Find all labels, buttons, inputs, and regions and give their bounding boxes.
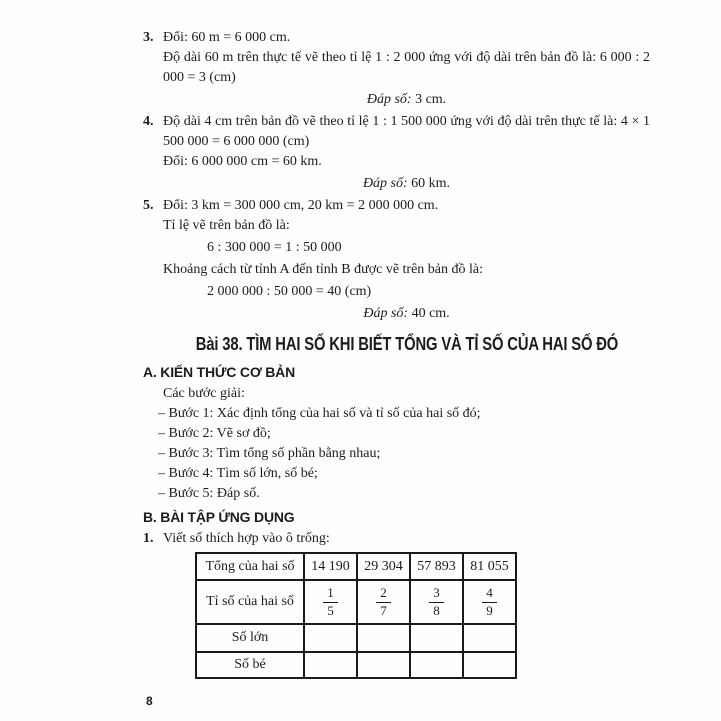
page-content xyxy=(143,28,650,679)
blank-cell xyxy=(410,652,463,678)
row-label-sum: Tổng của hai số xyxy=(196,553,304,580)
solution-paragraph: Độ dài 4 cm trên bản đồ vẽ theo tỉ lệ 1 : 1 500 000 ứng với độ dài trên thực tế là: 4 × 1 500 000 = 6 000 000 (cm) xyxy=(163,114,650,149)
fraction: $\frac{3}{8}$ xyxy=(429,586,444,619)
table-row-sums xyxy=(196,553,516,580)
page-number: 8 xyxy=(146,694,153,708)
answer-value: 3 cm. xyxy=(415,92,447,107)
equation: 2 000 000 : 50 000 = 40 (cm) xyxy=(207,284,372,299)
exercise-prompt-text: Viết số thích hợp vào ô trống: xyxy=(163,531,330,546)
table-row-smaller-number xyxy=(196,652,516,678)
solution-item-4 xyxy=(143,112,650,194)
fraction: $\frac{1}{5}$ xyxy=(323,586,338,619)
item-number: 4. xyxy=(143,114,154,129)
answer-line xyxy=(163,304,650,324)
fraction: $\frac{2}{7}$ xyxy=(376,586,391,619)
sum-cell: 29 304 xyxy=(357,553,410,580)
step-item-5: – Bước 5: Đáp số. xyxy=(158,486,260,501)
sum-cell: 14 190 xyxy=(304,553,357,580)
row-label-ratio: Tỉ số của hai số xyxy=(196,580,304,624)
blank-cell xyxy=(304,624,357,652)
steps-intro: Các bước giải: xyxy=(163,386,245,401)
solution-line: Đổi: 3 km = 300 000 cm, 20 km = 2 000 000 cm. xyxy=(163,198,439,213)
ratio-cell xyxy=(304,580,357,624)
answer-label: Đáp số: xyxy=(366,92,412,107)
solution-line: Đổi: 60 m = 6 000 cm. xyxy=(163,30,291,45)
sum-cell: 57 893 xyxy=(410,553,463,580)
solution-item-3 xyxy=(143,28,650,110)
step-item-2: – Bước 2: Vẽ sơ đồ; xyxy=(158,426,271,441)
blank-cell xyxy=(357,624,410,652)
ratio-cell xyxy=(463,580,516,624)
solution-item-5 xyxy=(143,196,650,324)
blank-cell xyxy=(410,624,463,652)
solution-paragraph: Độ dài 60 m trên thực tế vẽ theo tỉ lệ 1 : 2 000 ứng với độ dài trên bản đồ là: 6 000 : 2 000 = 3 (cm) xyxy=(163,50,650,85)
blank-cell xyxy=(463,652,516,678)
sum-cell: 81 055 xyxy=(463,553,516,580)
step-item-1: – Bước 1: Xác định tổng của hai số và tỉ số của hai số đó; xyxy=(158,406,481,421)
equation: 6 : 300 000 = 1 : 50 000 xyxy=(207,240,342,255)
ratio-cell xyxy=(410,580,463,624)
lesson-title: Bài 38. TÌM HAI SỐ KHI BIẾT TỔNG VÀ TỈ SỐ CỦA HAI SỐ ĐÓ xyxy=(195,333,619,354)
answer-value: 40 cm. xyxy=(411,306,450,321)
item-number: 3. xyxy=(143,30,154,45)
step-item-3: – Bước 3: Tìm tổng số phần bằng nhau; xyxy=(158,446,381,461)
step-item-4: – Bước 4: Tìm số lớn, số bé; xyxy=(158,466,318,481)
item-number: 5. xyxy=(143,198,154,213)
answer-label: Đáp số: xyxy=(363,306,409,321)
solution-line: Khoảng cách từ tỉnh A đến tỉnh B được vẽ trên bản đồ là: xyxy=(163,262,484,277)
section-a-heading: A. KIẾN THỨC CƠ BẢN xyxy=(143,364,295,380)
section-b-heading: B. BÀI TẬP ỨNG DỤNG xyxy=(143,509,295,525)
exercise-1-prompt xyxy=(143,529,650,549)
table-row-ratios xyxy=(196,580,516,624)
exercise-table xyxy=(195,552,517,679)
blank-cell xyxy=(463,624,516,652)
answer-line xyxy=(163,174,650,194)
answer-label: Đáp số: xyxy=(362,176,408,191)
answer-line xyxy=(163,90,650,110)
blank-cell xyxy=(304,652,357,678)
blank-cell xyxy=(357,652,410,678)
ratio-cell xyxy=(357,580,410,624)
row-label-smaller: Số bé xyxy=(196,652,304,678)
solution-line: Tỉ lệ vẽ trên bản đồ là: xyxy=(163,218,290,233)
row-label-larger: Số lớn xyxy=(196,624,304,652)
table-row-larger-number xyxy=(196,624,516,652)
answer-value: 60 km. xyxy=(411,176,451,191)
exercise-number: 1. xyxy=(143,531,154,546)
fraction: $\frac{4}{9}$ xyxy=(482,586,497,619)
solution-line: Đổi: 6 000 000 cm = 60 km. xyxy=(163,154,322,169)
